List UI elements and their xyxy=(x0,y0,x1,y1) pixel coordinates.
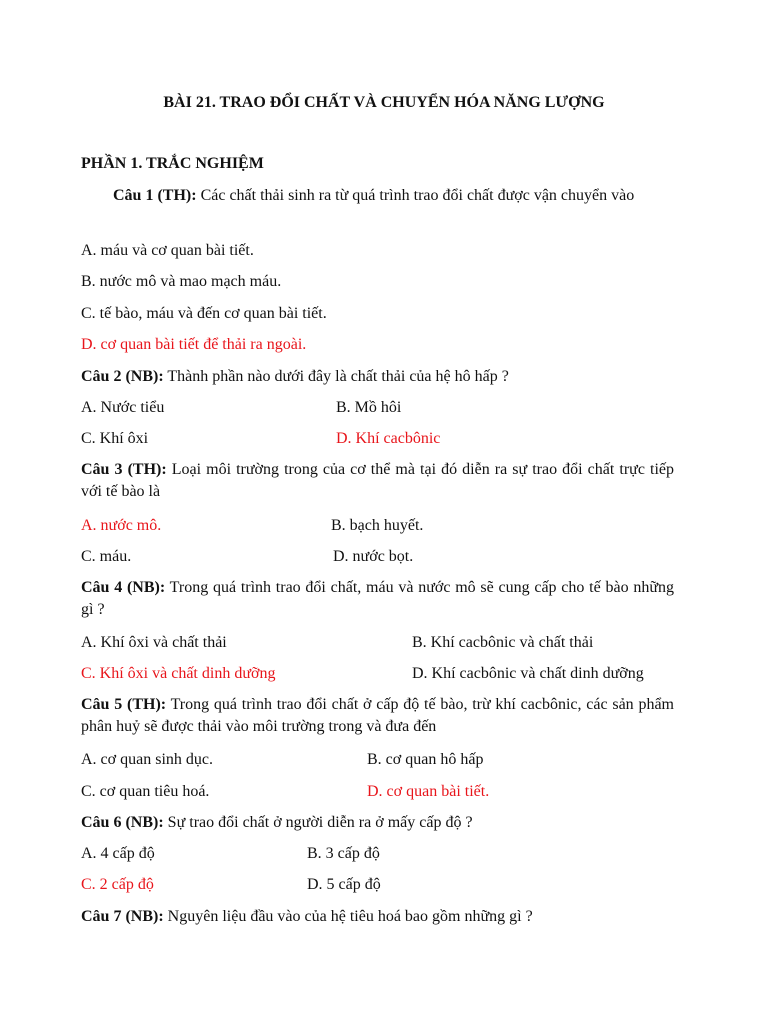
option-4c-correct: C. Khí ôxi và chất dinh dưỡng xyxy=(81,665,276,682)
question-text: Các chất thải sinh ra từ quá trình trao đổi chất được vận chuyển vào xyxy=(196,187,635,204)
option-1b: B. nước mô và mao mạch máu. xyxy=(81,273,282,290)
option-5a: A. cơ quan sinh dục. xyxy=(81,751,213,768)
option-1d-correct: D. cơ quan bài tiết để thải ra ngoài. xyxy=(81,336,307,353)
question-label: Câu 1 (TH): xyxy=(113,187,197,204)
option-5b: B. cơ quan hô hấp xyxy=(367,751,484,768)
question-4 xyxy=(81,577,674,621)
option-6c-correct: C. 2 cấp độ xyxy=(81,876,154,893)
section-heading: PHẦN 1. TRẮC NGHIỆM xyxy=(81,155,264,172)
option-3a-correct: A. nước mô. xyxy=(81,517,162,534)
question-text: Loại môi trường trong của cơ thể mà tại đó diễn ra sự trao đổi chất trực tiếp với tế bào là xyxy=(81,461,674,500)
option-4a: A. Khí ôxi và chất thải xyxy=(81,634,227,651)
option-2c: C. Khí ôxi xyxy=(81,430,149,447)
document-title: BÀI 21. TRAO ĐỔI CHẤT VÀ CHUYỂN HÓA NĂNG LƯỢNG xyxy=(163,94,605,111)
option-5d-correct: D. cơ quan bài tiết. xyxy=(367,783,490,800)
option-2d-correct: D. Khí cacbônic xyxy=(336,430,441,447)
question-label: Câu 3 (TH): xyxy=(81,461,167,478)
question-text: Sự trao đổi chất ở người diễn ra ở mấy cấp độ ? xyxy=(163,814,473,831)
option-6a: A. 4 cấp độ xyxy=(81,845,155,862)
option-3d: D. nước bọt. xyxy=(333,548,414,565)
question-1 xyxy=(81,185,674,207)
question-text: Trong quá trình trao đổi chất, máu và nước mô sẽ cung cấp cho tế bào những gì ? xyxy=(81,579,674,618)
option-2a: A. Nước tiểu xyxy=(81,399,165,416)
question-5 xyxy=(81,694,674,738)
question-text: Nguyên liệu đầu vào của hệ tiêu hoá bao gồm những gì ? xyxy=(163,908,533,925)
question-label: Câu 5 (TH): xyxy=(81,696,167,713)
option-1a: A. máu và cơ quan bài tiết. xyxy=(81,242,254,259)
option-6b: B. 3 cấp độ xyxy=(307,845,380,862)
question-label: Câu 6 (NB): xyxy=(81,814,164,831)
option-3c: C. máu. xyxy=(81,548,132,565)
option-6d: D. 5 cấp độ xyxy=(307,876,381,893)
question-7 xyxy=(81,906,674,928)
question-label: Câu 2 (NB): xyxy=(81,368,164,385)
question-3 xyxy=(81,459,674,503)
question-text: Trong quá trình trao đổi chất ở cấp độ tế bào, trừ khí cacbônic, các sản phẩm phân huỷ sẽ được thải vào môi trường trong và đưa đến xyxy=(81,696,674,735)
option-4b: B. Khí cacbônic và chất thải xyxy=(412,634,594,651)
question-text: Thành phần nào dưới đây là chất thải của hệ hô hấp ? xyxy=(163,368,509,385)
question-2 xyxy=(81,366,674,388)
question-6 xyxy=(81,812,674,834)
question-label: Câu 7 (NB): xyxy=(81,908,164,925)
question-label: Câu 4 (NB): xyxy=(81,579,166,596)
option-4d: D. Khí cacbônic và chất dinh dưỡng xyxy=(412,665,644,682)
option-2b: B. Mồ hôi xyxy=(336,399,402,416)
option-1c: C. tế bào, máu và đến cơ quan bài tiết. xyxy=(81,305,327,322)
option-3b: B. bạch huyết. xyxy=(331,517,424,534)
option-5c: C. cơ quan tiêu hoá. xyxy=(81,783,210,800)
